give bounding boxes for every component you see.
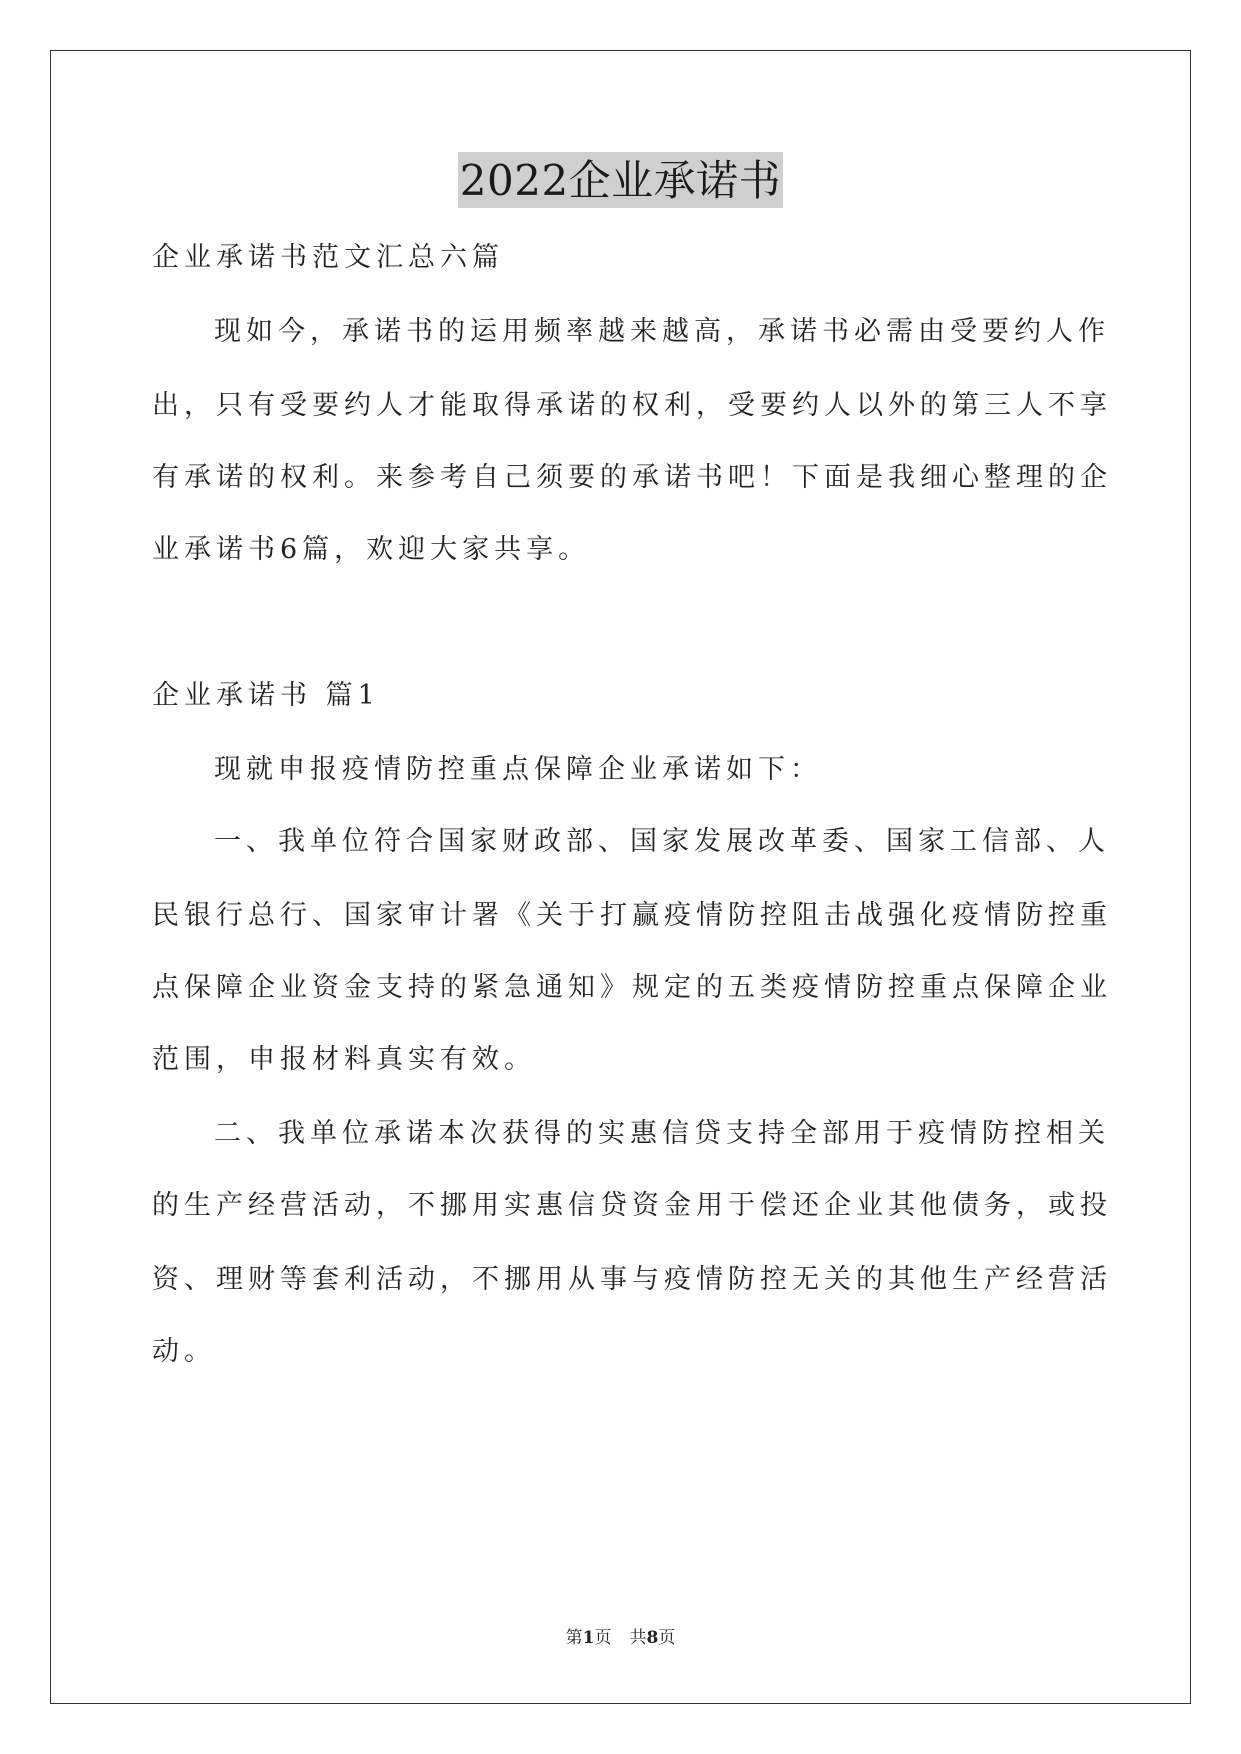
- total-pages: 8: [646, 1628, 659, 1648]
- total-suffix: 页: [658, 1628, 676, 1648]
- item1-line-3: 点保障企业资金支持的紧急通知》规定的五类疫情防控重点保障企业: [152, 972, 1112, 1003]
- total-prefix: 共: [629, 1628, 647, 1648]
- intro-line-1: 现如今，承诺书的运用频率越来越高，承诺书必需由受要约人作: [214, 316, 1110, 347]
- item2-line-1: 二、我单位承诺本次获得的实惠信贷支持全部用于疫情防控相关: [214, 1118, 1110, 1149]
- title-container: [0, 152, 1241, 208]
- item1-line-4: 范围，申报材料真实有效。: [152, 1044, 536, 1075]
- page-border: [50, 50, 1191, 1704]
- section-lead: 现就申报疫情防控重点保障企业承诺如下：: [214, 754, 822, 785]
- item1-line-1: 一、我单位符合国家财政部、国家发展改革委、国家工信部、人: [214, 826, 1110, 857]
- intro-line-2: 出，只有受要约人才能取得承诺的权利，受要约人以外的第三人不享: [152, 390, 1112, 421]
- item2-line-3: 资、理财等套利活动，不挪用从事与疫情防控无关的其他生产经营活: [152, 1264, 1112, 1295]
- intro-line-4: 业承诺书6篇，欢迎大家共享。: [152, 534, 591, 565]
- page-suffix: 页: [594, 1628, 612, 1648]
- page-number: 1: [582, 1628, 595, 1648]
- document-title: 2022企业承诺书: [458, 152, 783, 208]
- intro-line-3: 有承诺的权利。来参考自己须要的承诺书吧！下面是我细心整理的企: [152, 462, 1112, 493]
- item2-line-2: 的生产经营活动，不挪用实惠信贷资金用于偿还企业其他债务，或投: [152, 1190, 1112, 1221]
- document-subtitle: 企业承诺书范文汇总六篇: [152, 242, 504, 273]
- item1-line-2: 民银行总行、国家审计署《关于打赢疫情防控阻击战强化疫情防控重: [152, 900, 1112, 931]
- section-heading: 企业承诺书 篇1: [152, 680, 380, 711]
- item2-line-4: 动。: [152, 1336, 216, 1367]
- page-prefix: 第: [565, 1628, 583, 1648]
- page-footer: [0, 1627, 1241, 1649]
